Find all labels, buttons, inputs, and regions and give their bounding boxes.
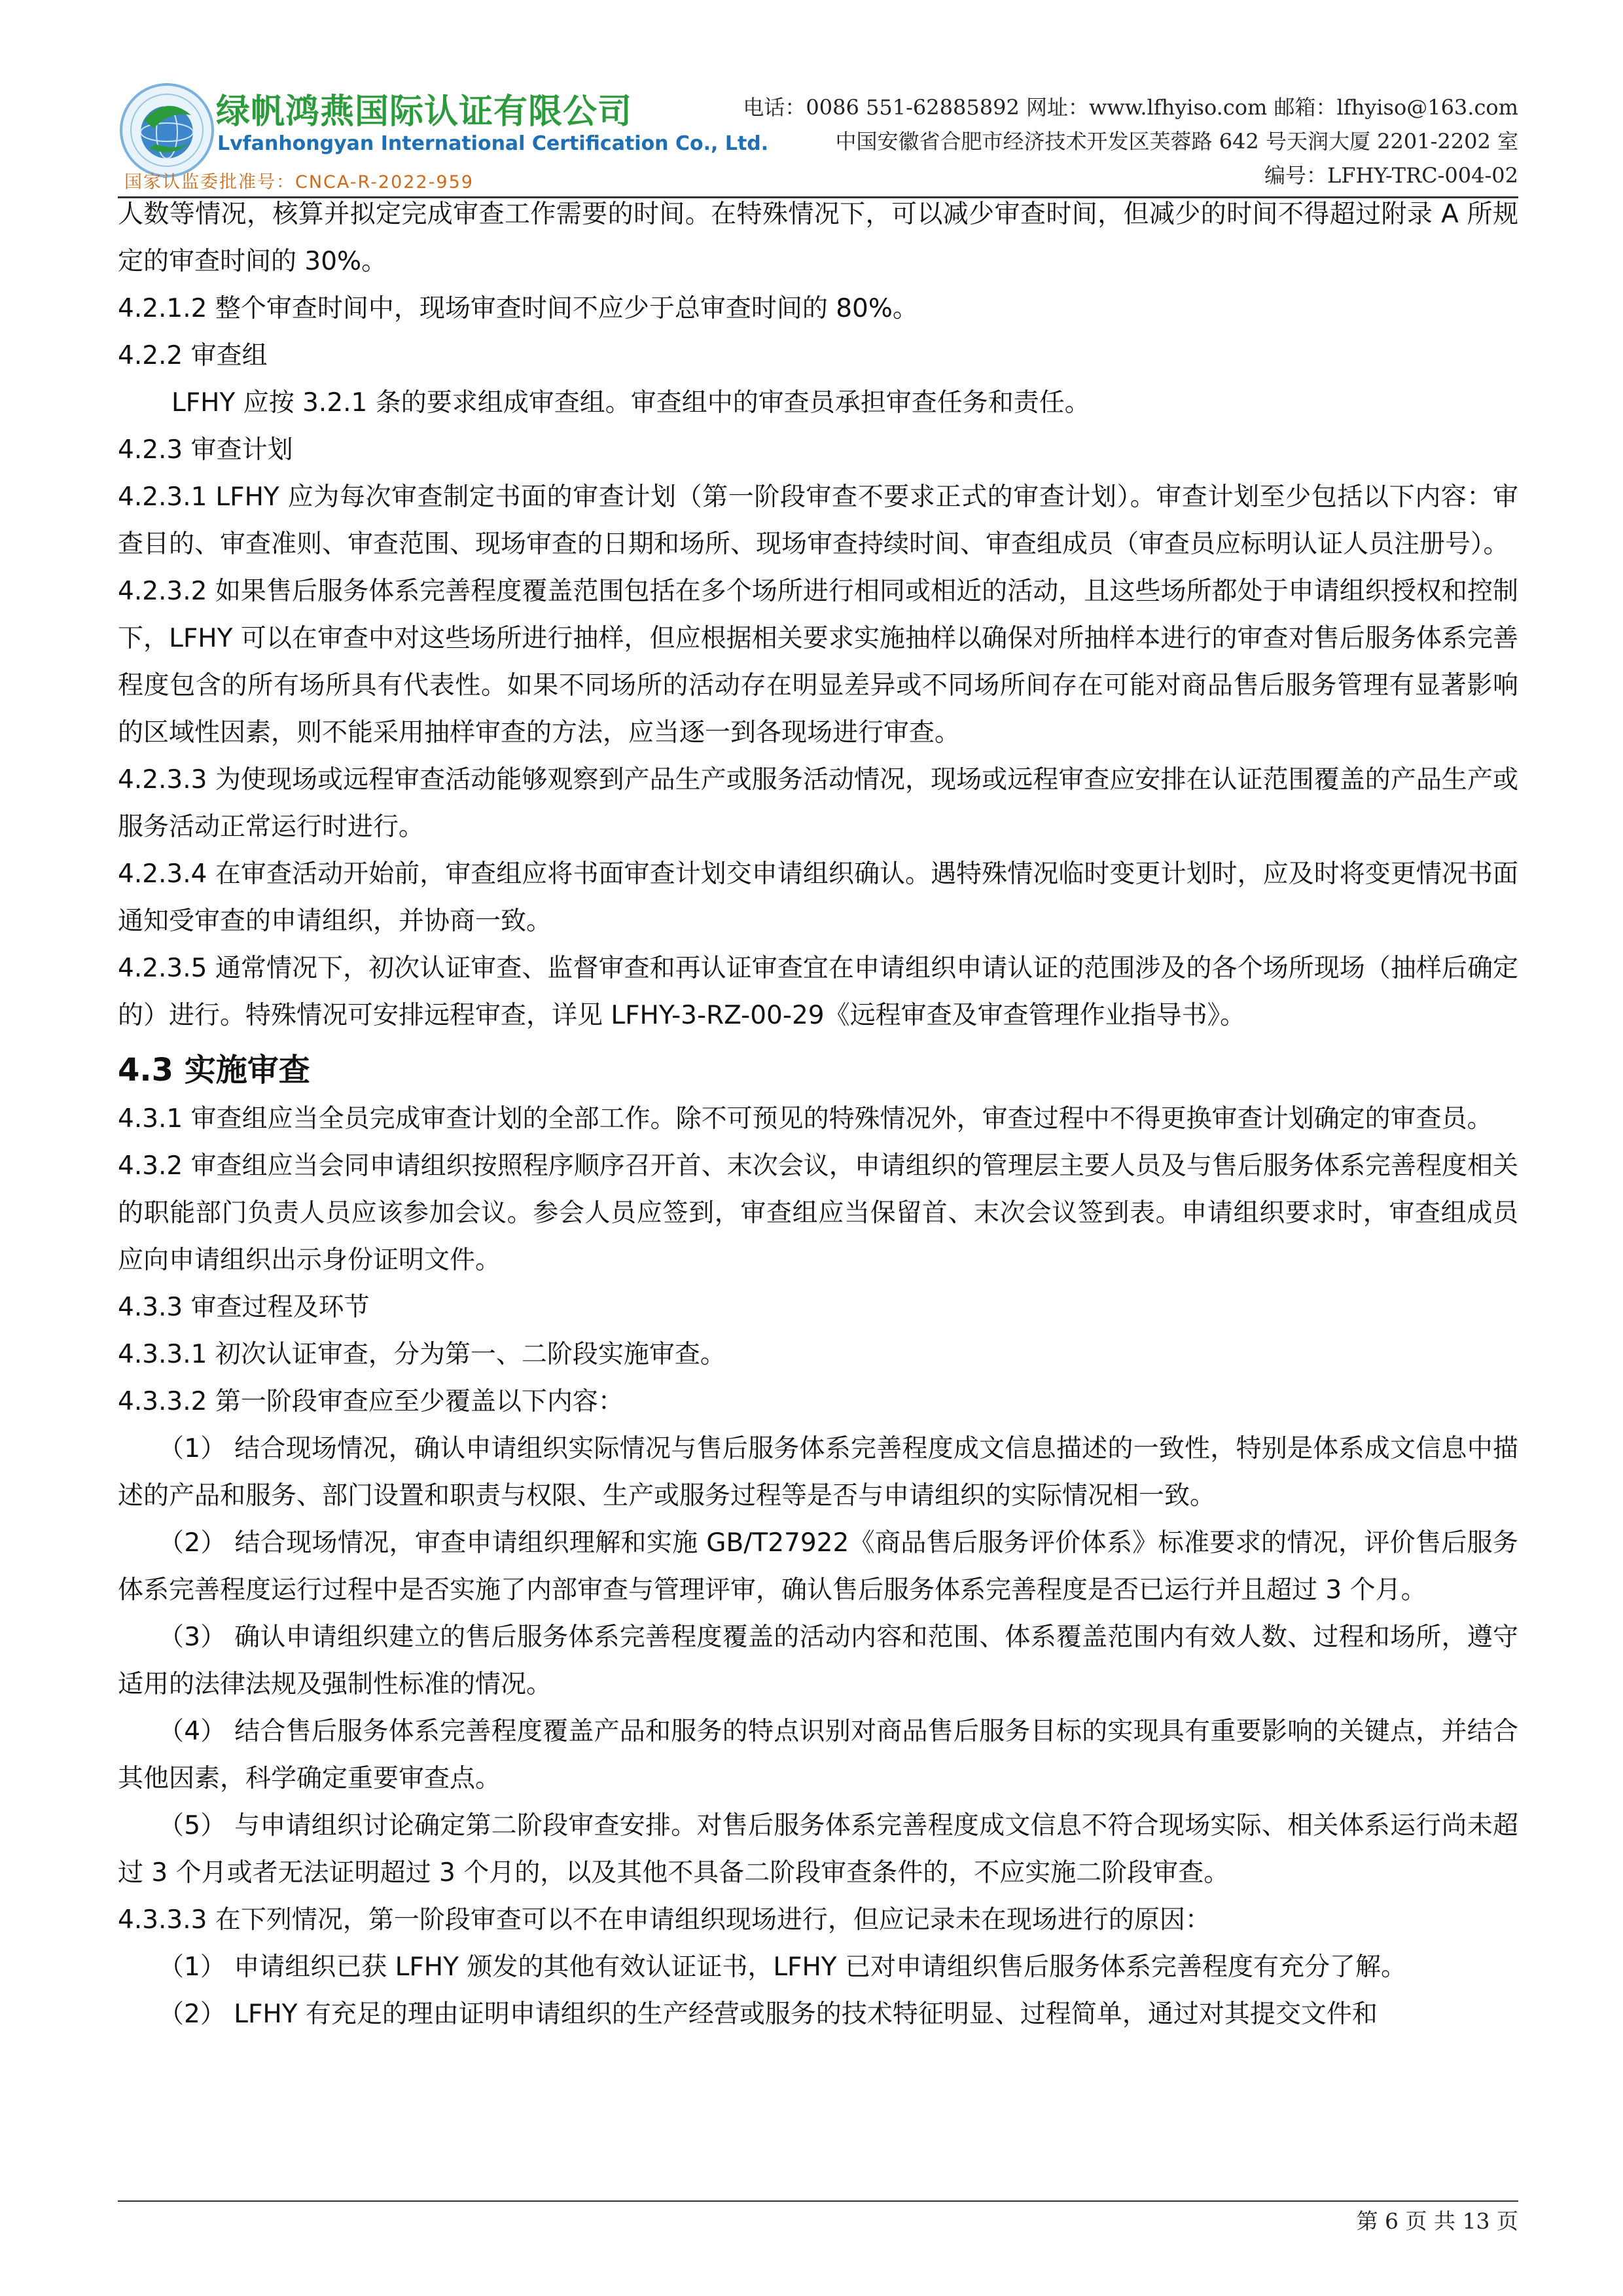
clause-4-3-3-3: 4.3.3.3 在下列情况，第一阶段审查可以不在申请组织现场进行，但应记录未在现场进行的原因： (118, 1905, 1211, 1935)
section-heading-4-3: 4.3 实施审查 (118, 1052, 310, 1088)
list-item: （2） LFHY 有充足的理由证明申请组织的生产经营或服务的技术特征明显、过程简单，通过对其提交文件和 (158, 2000, 1378, 2029)
contact-line: 电话：0086 551-62885892 网址：www.lfhyiso.com 邮箱：lfhyiso@163.com (743, 95, 1518, 120)
list-item: （3） 确认申请组织建立的售后服务体系完善程度覆盖的活动内容和范围、体系覆盖范围内有效人数、过程和场所，遵守适用的法律法规及强制性标准的情况。 (118, 1623, 1518, 1699)
document-body (118, 191, 1518, 2038)
paragraph: LFHY 应按 3.2.1 条的要求组成审查组。审查组中的审查员承担审查任务和责任。 (171, 388, 1090, 418)
list-item: （1） 结合现场情况，确认申请组织实际情况与售后服务体系完善程度成文信息描述的一致性，特别是体系成文信息中描述的产品和服务、部门设置和职责与权限、生产或服务过程等是否与申请组织的实际情况相一致。 (118, 1434, 1518, 1511)
contact-block (743, 90, 1518, 192)
page-number: 第 6 页 共 13 页 (1356, 2208, 1518, 2234)
clause-4-2-1-2: 4.2.1.2 整个审查时间中，现场审查时间不应少于总审查时间的 80%。 (118, 294, 918, 323)
clause-4-2-3-5: 4.2.3.5 通常情况下，初次认证审查、监督审查和再认证审查宜在申请组织申请认证的范围涉及的各个场所现场（抽样后确定的）进行。特殊情况可安排远程审查，详见 LFHY-3-RZ-00-29《远程审查及审查管理作业指导书》。 (118, 954, 1518, 1030)
list-item: （1） 申请组织已获 LFHY 颁发的其他有效认证证书，LFHY 已对申请组织售后服务体系完善程度有充分了解。 (158, 1952, 1407, 1982)
document-number: 编号：LFHY-TRC-004-02 (1264, 163, 1518, 188)
heading-4-2-2: 4.2.2 审查组 (118, 341, 268, 370)
company-name-en: Lvfanhongyan International Certification Co., Ltd. (217, 132, 769, 155)
clause-4-2-3-4: 4.2.3.4 在审查活动开始前，审查组应将书面审查计划交申请组织确认。遇特殊情况临时变更计划时，应及时将变更情况书面通知受审查的申请组织，并协商一致。 (118, 859, 1518, 936)
clause-4-2-3-2: 4.2.3.2 如果售后服务体系完善程度覆盖范围包括在多个场所进行相同或相近的活动，且这些场所都处于申请组织授权和控制下，LFHY 可以在审查中对这些场所进行抽样，但应根据相关要求实施抽样以确保对所抽样本进行的审查对售后服务体系完善程度包含的所有场所具有代表性。如果不同场所的活动存在明显差异或不同场所间存在可能对商品售后服务管理有显著影响的区域性因素，则不能采用抽样审查的方法，应当逐一到各现场进行审查。 (118, 577, 1518, 747)
clause-4-2-3-1: 4.2.3.1 LFHY 应为每次审查制定书面的审查计划（第一阶段审查不要求正式的审查计划）。审查计划至少包括以下内容：审查目的、审查准则、审查范围、现场审查的日期和场所、现场审查持续时间、审查组成员（审查员应标明认证人员注册号）。 (118, 482, 1518, 559)
approval-number: 国家认监委批准号：CNCA-R-2022-959 (124, 172, 474, 192)
heading-4-2-3: 4.2.3 审查计划 (118, 435, 293, 465)
page-header (118, 77, 1518, 198)
heading-4-3-3: 4.3.3 审查过程及环节 (118, 1293, 370, 1322)
footer-divider (118, 2200, 1518, 2202)
clause-4-2-3-3: 4.2.3.3 为使现场或远程审查活动能够观察到产品生产或服务活动情况，现场或远程审查应安排在认证范围覆盖的产品生产或服务活动正常运行时进行。 (118, 765, 1518, 842)
clause-4-3-3-1: 4.3.3.1 初次认证审查，分为第一、二阶段实施审查。 (118, 1340, 726, 1369)
paragraph: 人数等情况，核算并拟定完成审查工作需要的时间。在特殊情况下，可以减少审查时间，但减少的时间不得超过附录 A 所规定的审查时间的 30%。 (118, 200, 1518, 276)
address-line: 中国安徽省合肥市经济技术开发区芙蓉路 642 号天润大厦 2201-2202 室 (835, 129, 1518, 154)
clause-4-3-3-2: 4.3.3.2 第一阶段审查应至少覆盖以下内容： (118, 1387, 624, 1416)
clause-4-3-2: 4.3.2 审查组应当会同申请组织按照程序顺序召开首、末次会议，申请组织的管理层主要人员及与售后服务体系完善程度相关的职能部门负责人员应该参加会议。参会人员应签到，审查组应当保留首、末次会议签到表。申请组织要求时，审查组成员应向申请组织出示身份证明文件。 (118, 1151, 1518, 1275)
list-item: （4） 结合售后服务体系完善程度覆盖产品和服务的特点识别对商品售后服务目标的实现具有重要影响的关键点，并结合其他因素，科学确定重要审查点。 (118, 1717, 1518, 1793)
company-name-cn: 绿帆鸿燕国际认证有限公司 (216, 92, 633, 132)
list-item: （5） 与申请组织讨论确定第二阶段审查安排。对售后服务体系完善程度成文信息不符合现场实际、相关体系运行尚未超过 3 个月或者无法证明超过 3 个月的，以及其他不具备二阶段审查条件的，不应实施二阶段审查。 (118, 1811, 1518, 1888)
clause-4-3-1: 4.3.1 审查组应当全员完成审查计划的全部工作。除不可预见的特殊情况外，审查过程中不得更换审查计划确定的审查员。 (118, 1104, 1493, 1134)
list-item: （2） 结合现场情况，审查申请组织理解和实施 GB/T27922《商品售后服务评价体系》标准要求的情况，评价售后服务体系完善程度运行过程中是否实施了内部审查与管理评审，确认售后服务体系完善程度是否已运行并且超过 3 个月。 (118, 1528, 1518, 1605)
certification-globe-logo-icon (118, 81, 216, 179)
